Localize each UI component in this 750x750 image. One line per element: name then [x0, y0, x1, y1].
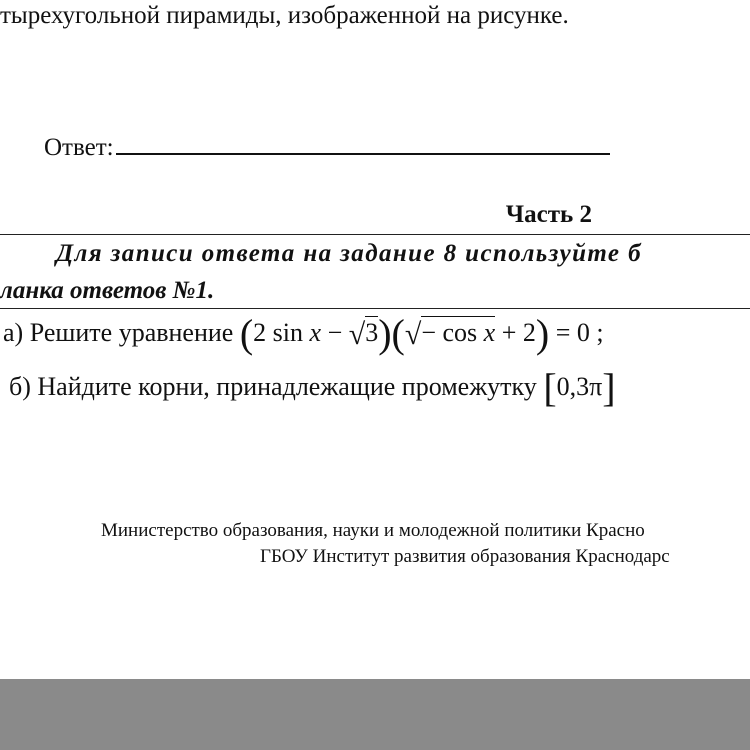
part-title: Часть 2 [505, 201, 592, 228]
instruction-line-2: ланка ответов №1. [0, 277, 215, 304]
sqrt-three: √3 [348, 318, 379, 351]
interval: [0,3π] [543, 365, 616, 410]
task-b [9, 365, 616, 410]
equation: (2 sin x − √3)(√− cos x + 2) = 0 ; [239, 311, 604, 356]
bottom-gray-bar [0, 679, 750, 750]
task-b-prefix: б) Найдите корни, принадлежащие промежутку [9, 372, 537, 401]
task-a [3, 311, 604, 356]
task-a-prefix: а) Решите уравнение [3, 318, 234, 347]
footer-line-1: Министерство образования, науки и молодежной политики Красно [101, 520, 645, 541]
answer-field [44, 131, 610, 162]
top-divider [0, 234, 750, 235]
intro-text-line: тырехугольной пирамиды, изображенной на рисунке. [0, 2, 569, 29]
sqrt-neg-cos: √− cos x [404, 318, 496, 351]
answer-label: Ответ: [44, 134, 114, 161]
bottom-divider [0, 308, 750, 309]
answer-blank-line [116, 131, 610, 155]
instruction-line-1: Для записи ответа на задание 8 используйте б [56, 240, 642, 267]
footer-line-2: ГБОУ Институт развития образования Краснодарс [260, 546, 670, 567]
